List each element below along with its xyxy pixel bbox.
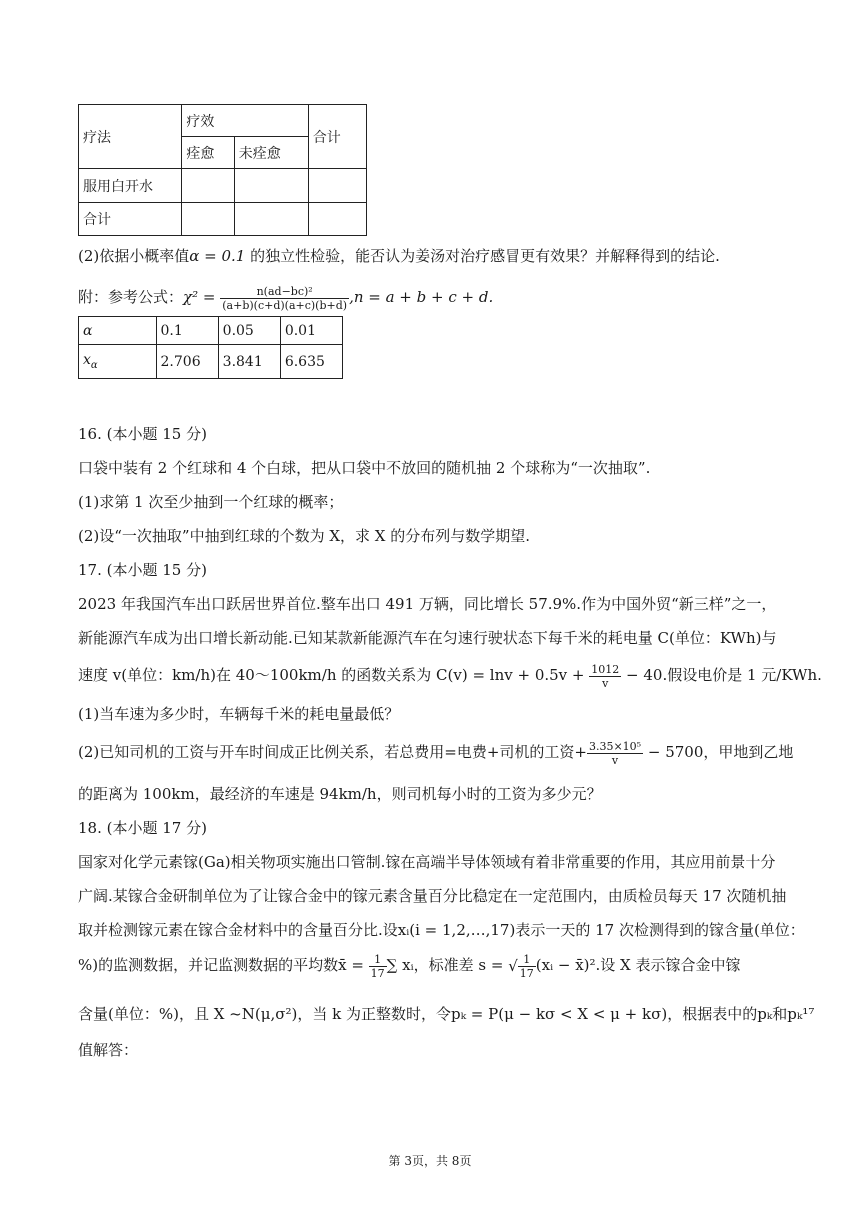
q16-heading: 16. (本小题 15 分): [78, 425, 207, 443]
q16-stem: 口袋中装有 2 个红球和 4 个白球，把从口袋中不放回的随机抽 2 个球称为“一次抽取”.: [78, 459, 651, 477]
alpha-value: 0.01: [280, 317, 342, 345]
q17-fraction: $\frac{1012}{v}$: [591, 662, 620, 690]
x-alpha-header: $x_\alpha$: [79, 345, 157, 379]
q16-part2: (2)设“一次抽取”中抽到红球的个数为 X，求 X 的分布列与数学期望.: [78, 527, 531, 545]
header-cured: 痊愈: [182, 137, 234, 169]
q18-line2: 广阔.某镓合金研制单位为了让镓合金中的镓元素含量百分比稳定在一定范围内，由质检员每天 17 次随机抽: [78, 887, 787, 905]
q18-heading: 18. (本小题 17 分): [78, 819, 207, 837]
x-alpha-value: 2.706: [156, 345, 218, 379]
treatment-table: [78, 104, 367, 236]
cell-empty: [182, 203, 234, 236]
header-total: 合计: [308, 105, 366, 169]
critical-value-table: [78, 316, 343, 379]
q18-line6: 值解答：: [78, 1041, 139, 1059]
alpha-header: α: [79, 317, 157, 345]
row-total-label: 合计: [79, 203, 182, 236]
q18-line3: 取并检测镓元素在镓合金材料中的含量百分比.设xᵢ(i = 1,2,…,17)表示一天的 17 次检测得到的镓含量(单位：: [78, 921, 805, 939]
q16-part1: (1)求第 1 次至少抽到一个红球的概率；: [78, 493, 344, 511]
header-method: 疗法: [79, 105, 182, 169]
cell-empty: [182, 169, 234, 203]
q15-part2: (2)依据小概率值α = 0.1 的独立性检验，能否认为姜汤对治疗感冒更有效果？并解释得到的结论.: [78, 247, 720, 265]
q17-part2-line2: 的距离为 100km，最经济的车速是 94km/h，则司机每小时的工资为多少元？: [78, 785, 602, 803]
x-alpha-value: 3.841: [218, 345, 280, 379]
q17-part1: (1)当车速为多少时，车辆每千米的耗电量最低？: [78, 705, 400, 723]
header-effect: 疗效: [182, 105, 308, 137]
q17-part2: (2)已知司机的工资与开车时间成正比例关系，若总费用=电费+司机的工资+ $\frac{\text{3.35×10⁵}}{v}$ − 5700，甲地到乙地: [78, 739, 794, 767]
q18-line4: %)的监测数据，并记监测数据的平均数x̄ = $\frac{1}{17}$ ∑ xᵢ，标准差 s = √ $\frac{1}{17}$ (xᵢ − x̄)².设 X 表示镓合金中镓: [78, 952, 741, 980]
header-not-cured: 未痊愈: [234, 137, 308, 169]
cell-empty: [234, 169, 308, 203]
reference-formula: 附：参考公式：χ² = $\frac{\text{n(ad−bc)²}}{(a+b)(c+d)(a+c)(b+d)}$ ,n = a + b + c + d.: [78, 284, 494, 312]
q17-line2: 新能源汽车成为出口增长新动能.已知某款新能源汽车在匀速行驶状态下每千米的耗电量 C(单位：KWh)与: [78, 629, 777, 647]
q17-heading: 17. (本小题 15 分): [78, 561, 207, 579]
cell-empty: [308, 169, 366, 203]
alpha-value: 0.1: [156, 317, 218, 345]
x-alpha-value: 6.635: [280, 345, 342, 379]
alpha-value: 0.05: [218, 317, 280, 345]
cell-empty: [308, 203, 366, 236]
q18-std-fraction: $\frac{1}{17}$: [519, 952, 534, 980]
q18-mean-fraction: $\frac{1}{17}$: [370, 952, 385, 980]
q17-line1: 2023 年我国汽车出口跃居世界首位.整车出口 491 万辆，同比增长 57.9%.作为中国外贸“新三样”之一，: [78, 595, 777, 613]
row-water-label: 服用白开水: [79, 169, 182, 203]
sqrt-sign: √: [508, 957, 518, 975]
q17-line3: 速度 v(单位：km/h)在 40～100km/h 的函数关系为 C(v) = lnv + 0.5v + $\frac{1012}{v}$ − 40.假设电价是 1 元/KWh.: [78, 662, 822, 690]
cell-empty: [234, 203, 308, 236]
chi-square-fraction: $\frac{\text{n(ad−bc)²}}{(a+b)(c+d)(a+c)(b+d)}$: [222, 284, 348, 312]
q18-line5: 含量(单位：%)，且 X ~N(μ,σ²)，当 k 为正整数时，令pₖ = P(μ − kσ < X < μ + kσ)，根据表中的pₖ和pₖ¹⁷: [78, 1005, 815, 1023]
page-footer: 第 3页，共 8页: [388, 1154, 472, 1168]
q18-line1: 国家对化学元素镓(Ga)相关物项实施出口管制.镓在高端半导体领域有着非常重要的作用，其应用前景十分: [78, 853, 776, 871]
q17-part2-fraction: $\frac{\text{3.35×10⁵}}{v}$: [588, 739, 642, 767]
